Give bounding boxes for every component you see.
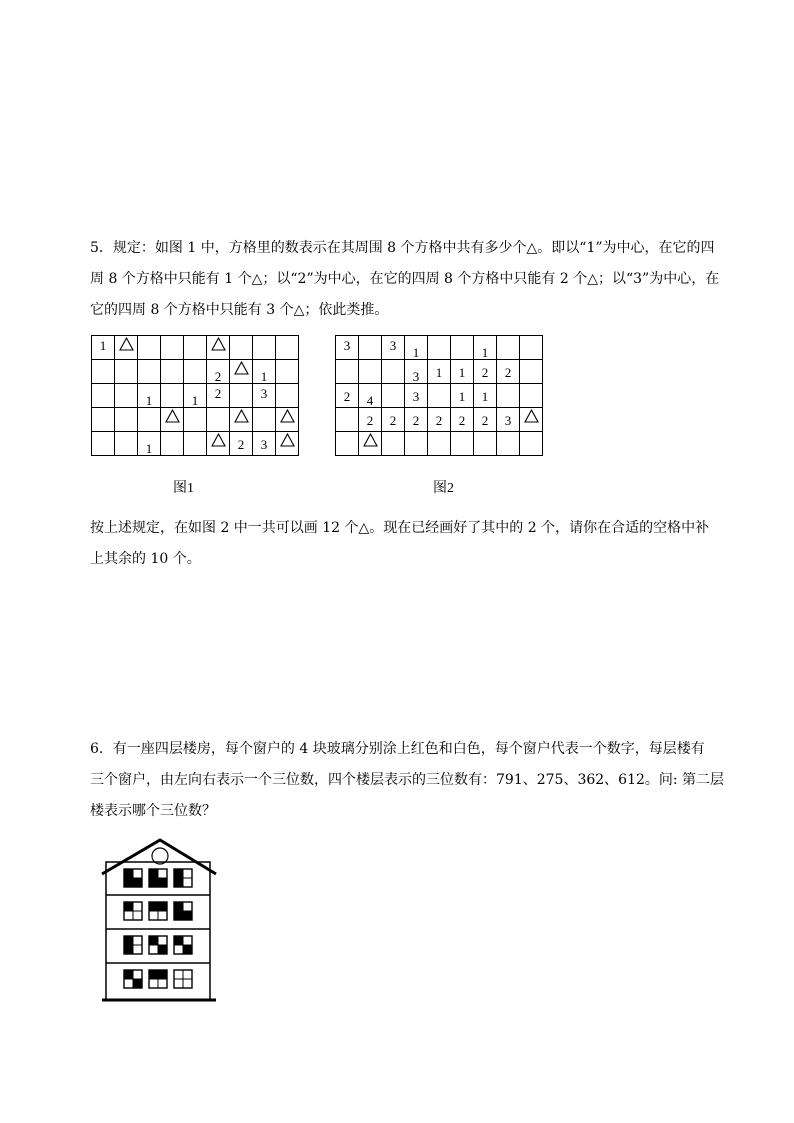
cell-number: 1 (458, 365, 466, 380)
figure-2-cell (382, 384, 405, 408)
cell-number: 3 (260, 386, 268, 401)
window-pane (174, 936, 183, 945)
cell-number: 1 (435, 365, 443, 380)
window-pane (158, 869, 167, 878)
window-pane (149, 878, 158, 887)
window-pane (149, 869, 158, 878)
figure-2-cell (474, 432, 497, 456)
figure-2-cell (405, 432, 428, 456)
cell-number: 1 (481, 345, 489, 360)
triangle-icon (524, 409, 539, 423)
figure-2-cell (520, 408, 543, 432)
figure-2-cell (359, 360, 382, 384)
figure-1-cell (92, 384, 115, 408)
figure-2-cell (428, 336, 451, 360)
figure-1-cell (230, 408, 253, 432)
figure-2-cell (405, 408, 428, 432)
figure-2-cell (382, 432, 405, 456)
figure-1-cell (161, 432, 184, 456)
cell-number: 2 (412, 413, 420, 428)
figure-1-cell (276, 408, 299, 432)
figure-1-cell (276, 384, 299, 408)
window-pane (149, 945, 158, 954)
window-pane (149, 936, 158, 945)
figure-1-cell (253, 360, 276, 384)
window-pane (174, 911, 183, 920)
figure-2-cell (520, 360, 543, 384)
figure-2-row (336, 360, 543, 384)
cell-number: 3 (412, 389, 420, 404)
cell-number: 2 (481, 413, 489, 428)
window-pane (183, 911, 192, 920)
figure-2-cell (359, 336, 382, 360)
triangle-icon (363, 433, 378, 447)
problem-6-line-1: 6．有一座四层楼房，每个窗户的 4 块玻璃分别涂上红色和白色，每个窗户代表一个数字，每层楼有 (90, 741, 705, 757)
figure-2-cell (451, 408, 474, 432)
window-pane (124, 936, 133, 945)
cell-number: 2 (481, 365, 489, 380)
window-pane (183, 869, 192, 878)
problem-5-statement (90, 233, 720, 326)
figure-1-cell (184, 432, 207, 456)
window (149, 936, 167, 954)
figure-1-cell (253, 384, 276, 408)
problem-6-statement (90, 734, 725, 827)
figure-1-cell (115, 384, 138, 408)
figure-1-cell (161, 360, 184, 384)
triangle-icon (280, 409, 295, 423)
window (174, 902, 192, 920)
figure-2-cell (497, 336, 520, 360)
window-pane (149, 970, 158, 979)
window-pane (183, 936, 192, 945)
figure-1-cell (276, 336, 299, 360)
problem-5-question-line-1: 按上述规定，在如图 2 中一共可以画 12 个△。现在已经画好了其中的 2 个，请你在合适的空格中补 (90, 520, 710, 536)
window-pane (124, 911, 133, 920)
figure-1-cell (230, 360, 253, 384)
figure-1-cell (207, 408, 230, 432)
figure-1-cell (184, 360, 207, 384)
triangle-icon (211, 337, 226, 351)
cell-number: 2 (343, 389, 351, 404)
figure-1-cell (115, 432, 138, 456)
figure-2-cell (382, 408, 405, 432)
window-pane (133, 936, 142, 945)
cell-number: 1 (260, 369, 268, 384)
figure-1-cell (207, 336, 230, 360)
window-pane (133, 869, 142, 878)
figure-2-cell (451, 432, 474, 456)
cell-number: 2 (504, 365, 512, 380)
window-pane (158, 878, 167, 887)
figure-2-cell (336, 360, 359, 384)
figure-1-cell (138, 384, 161, 408)
cell-number: 1 (458, 389, 466, 404)
cell-number: 1 (99, 338, 107, 353)
problem-6-line-3: 楼表示哪个三位数？ (90, 803, 216, 819)
figure-2-row (336, 336, 543, 360)
figure-1-cell (207, 360, 230, 384)
cell-number: 1 (145, 393, 153, 408)
figure-2-cell (520, 336, 543, 360)
window-pane (149, 979, 158, 988)
figure-1-cell (230, 336, 253, 360)
figure-2-cell (474, 336, 497, 360)
window-pane (174, 945, 183, 954)
cell-number: 2 (214, 386, 222, 401)
figure-2-cell (336, 408, 359, 432)
triangle-icon (234, 361, 249, 375)
triangle-icon (280, 433, 295, 447)
cell-number: 3 (412, 369, 420, 384)
figure-1-cell (207, 432, 230, 456)
triangle-icon (211, 433, 226, 447)
figure-2-cell (520, 432, 543, 456)
figure-2-cell (405, 384, 428, 408)
window (149, 902, 167, 920)
cell-number: 1 (481, 389, 489, 404)
figure-2-cell (359, 432, 382, 456)
problem-5-line-1: 5．规定：如图 1 中，方格里的数表示在其周围 8 个方格中共有多少个△。即以“1”为中心，在它的四 (90, 240, 715, 256)
window-pane (124, 869, 133, 878)
window (174, 936, 192, 954)
window-pane (124, 979, 133, 988)
window-pane (174, 902, 183, 911)
cell-number: 3 (343, 338, 351, 353)
figure-1-cell (115, 336, 138, 360)
cell-number: 2 (214, 369, 222, 384)
figure-2-cell (359, 384, 382, 408)
window-pane (158, 936, 167, 945)
figure-1-cell (253, 336, 276, 360)
figure-1-cell (184, 336, 207, 360)
figure-2-cell (428, 384, 451, 408)
window-pane (133, 878, 142, 887)
window-pane (149, 911, 158, 920)
window (124, 936, 142, 954)
figure-1-cell (276, 360, 299, 384)
window-pane (174, 878, 183, 887)
figure-2-row (336, 408, 543, 432)
figure-1-cell (276, 432, 299, 456)
figure-2-cell (336, 432, 359, 456)
figure-2-cell (474, 408, 497, 432)
window-pane (183, 979, 192, 988)
figure-1-cell (138, 432, 161, 456)
window-pane (124, 945, 133, 954)
window-pane (174, 979, 183, 988)
figure-2-cell (474, 360, 497, 384)
cell-number: 3 (504, 413, 512, 428)
window-pane (133, 911, 142, 920)
figure-2-cell (497, 384, 520, 408)
figure-2-cell (405, 336, 428, 360)
window (174, 970, 192, 988)
figure-2-cell (497, 360, 520, 384)
figure-1-caption: 图1 (173, 481, 194, 496)
figure-1-cell (184, 408, 207, 432)
figure-2-cell (474, 384, 497, 408)
figure-1-row (92, 408, 299, 432)
window-pane (183, 902, 192, 911)
figure-1-row (92, 432, 299, 456)
figure-2-caption: 图2 (433, 481, 454, 496)
cell-number: 1 (145, 441, 153, 456)
window-pane (158, 945, 167, 954)
figure-1-cell (92, 360, 115, 384)
cell-number: 3 (389, 338, 397, 353)
figure-1-cell (230, 384, 253, 408)
figure-1-cell (253, 408, 276, 432)
window-pane (133, 979, 142, 988)
figure-2-cell (497, 432, 520, 456)
cell-number: 2 (435, 413, 443, 428)
figure-1-row (92, 336, 299, 360)
figure-1-cell (138, 408, 161, 432)
problem-6-line-2: 三个窗户，由左向右表示一个三位数，四个楼层表示的三位数有：791、275、362、612。问: 第二层 (90, 772, 725, 788)
figure-2-cell (428, 432, 451, 456)
window-pane (124, 970, 133, 979)
cell-number: 2 (237, 437, 245, 452)
figure-2-cell (451, 360, 474, 384)
figure-1-grid (91, 335, 299, 456)
figure-2-cell (359, 408, 382, 432)
figure-2-cell (336, 384, 359, 408)
figure-2-cell (428, 360, 451, 384)
building-illustration (100, 838, 220, 1006)
triangle-icon (119, 337, 134, 351)
cell-number: 2 (458, 413, 466, 428)
window-pane (124, 878, 133, 887)
triangle-icon (165, 409, 180, 423)
figure-2-cell (520, 384, 543, 408)
cell-number: 2 (366, 413, 374, 428)
figure-1-cell (92, 408, 115, 432)
figure-1-cell (115, 408, 138, 432)
figure-1-cell (184, 384, 207, 408)
window (124, 869, 142, 887)
window-pane (174, 869, 183, 878)
cell-number: 4 (366, 393, 374, 408)
figure-1-cell (230, 432, 253, 456)
cell-number: 1 (412, 345, 420, 360)
window-pane (133, 902, 142, 911)
figure-1-cell (115, 360, 138, 384)
figure-1-cell (253, 432, 276, 456)
figure-2-cell (405, 360, 428, 384)
window-pane (158, 902, 167, 911)
window (149, 869, 167, 887)
figure-1-cell (161, 336, 184, 360)
cell-number: 2 (389, 413, 397, 428)
figure-2-grid (335, 335, 543, 456)
window-pane (158, 911, 167, 920)
window (124, 902, 142, 920)
figure-2-cell (336, 336, 359, 360)
window-pane (183, 945, 192, 954)
figure-2-cell (382, 360, 405, 384)
window-pane (158, 970, 167, 979)
window-pane (124, 902, 133, 911)
problem-5-line-2: 周 8 个方格中只能有 1 个△；以“2”为中心，在它的四周 8 个方格中只能有 2 个△；以“3”为中心，在 (90, 271, 720, 287)
figure-1-cell (92, 432, 115, 456)
figure-2-cell (451, 336, 474, 360)
figure-1-cell (138, 360, 161, 384)
window-pane (149, 902, 158, 911)
window-pane (158, 979, 167, 988)
figure-2-cell (428, 408, 451, 432)
problem-5-question-line-2: 上其余的 10 个。 (90, 551, 201, 567)
figure-1-cell (161, 384, 184, 408)
figure-2-row (336, 384, 543, 408)
figure-1-cell (161, 408, 184, 432)
figure-1-cell (138, 336, 161, 360)
window-pane (183, 878, 192, 887)
figure-1-cell (92, 336, 115, 360)
window-pane (183, 970, 192, 979)
cell-number: 3 (260, 437, 268, 452)
problem-5-question (90, 513, 710, 575)
figure-1-row (92, 384, 299, 408)
window-pane (174, 970, 183, 979)
window (149, 970, 167, 988)
window-pane (133, 970, 142, 979)
figure-1-row (92, 360, 299, 384)
window-pane (133, 945, 142, 954)
figure-1-cell (207, 384, 230, 408)
problem-5-line-3: 它的四周 8 个方格中只能有 3 个△；依此类推。 (90, 302, 389, 318)
figure-2-cell (382, 336, 405, 360)
window (124, 970, 142, 988)
figure-2-row (336, 432, 543, 456)
cell-number: 1 (191, 393, 199, 408)
figure-2-cell (497, 408, 520, 432)
figure-2-cell (451, 384, 474, 408)
window (174, 869, 192, 887)
triangle-icon (234, 409, 249, 423)
